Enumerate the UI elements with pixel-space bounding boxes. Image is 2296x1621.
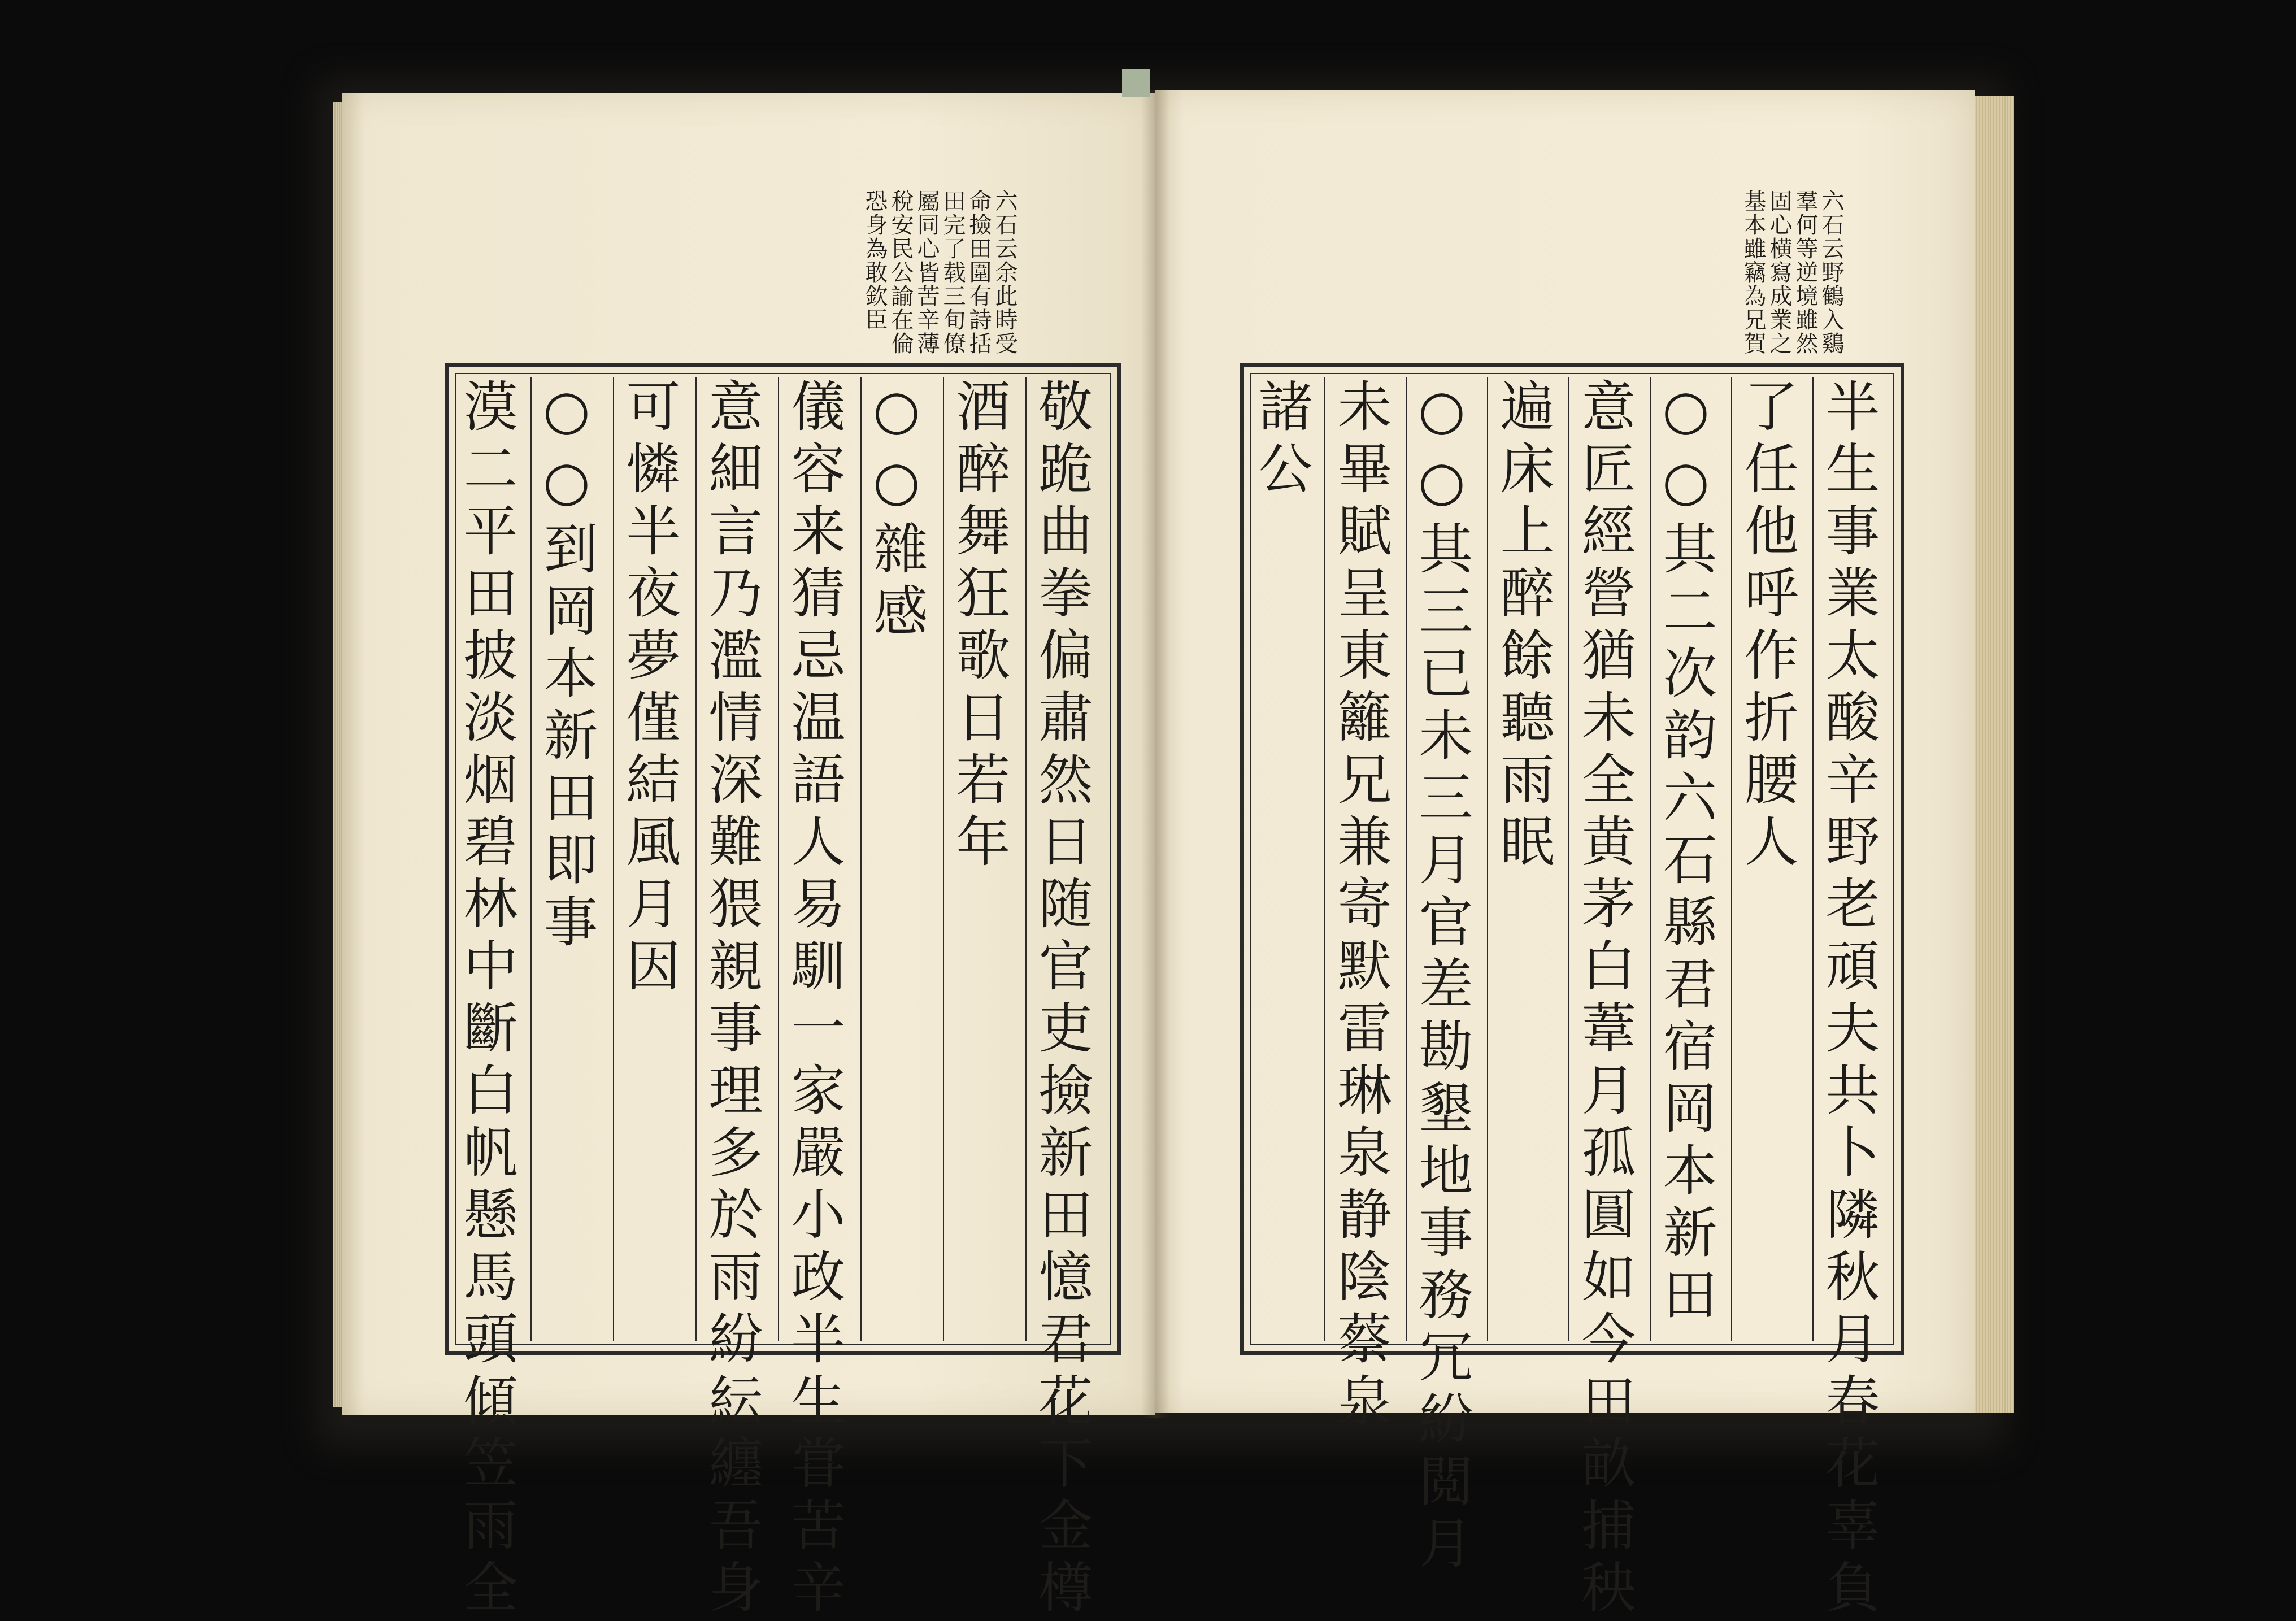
headnote-line: 六石云余此時受 — [992, 189, 1017, 355]
text-column: 酒醉舞狂歌日若年 — [947, 378, 1011, 875]
headnote-line: 屬同心皆苦辛薄 — [914, 189, 940, 355]
book-gutter — [1141, 90, 1169, 1418]
column-rule — [860, 377, 862, 1341]
text-column: ○○雜感 — [865, 378, 928, 645]
text-column: 儀容来猜忌温語人易馴一家嚴小政半生甞苦辛 — [782, 378, 846, 1621]
column-rule — [1324, 377, 1325, 1341]
right-page-edges — [1975, 96, 2014, 1413]
headnote-line: 六石云野鶴入鷄 — [1818, 189, 1844, 355]
text-column: 漠二平田披淡烟碧林中斷白帆懸馬頭傾笠雨全 — [455, 378, 518, 1621]
column-rule — [1025, 377, 1027, 1341]
text-column: ○○其二次韵六石縣君宿岡本新田 — [1654, 378, 1717, 1328]
headnote-line: 固心横寫成業之 — [1766, 189, 1792, 355]
headnote-line: 羣何等逆境雖然 — [1792, 189, 1818, 355]
text-column: 未畢賦呈東籬兄兼寄默雷琳泉静陰蔡泉 — [1329, 378, 1392, 1435]
text-column: 諸公 — [1250, 378, 1313, 502]
text-column: ○○其三已未三月官差勘墾地事務冗紛閲月 — [1410, 378, 1473, 1577]
right-headnote — [1740, 189, 1844, 359]
headnote-line: 稅安民公諭在倫 — [888, 189, 914, 355]
bookmark-ribbon — [1122, 69, 1150, 97]
text-column: 意匠經營猶未全黄茅白葦月孤圓如今田畝捕秧 — [1573, 378, 1636, 1621]
column-rule — [943, 377, 944, 1341]
text-column: 意細言乃濫情深難猥親事理多於雨紛紜纏吾身 — [700, 378, 763, 1621]
left-headnote — [862, 189, 1017, 359]
column-rule — [530, 377, 532, 1341]
column-rule — [1731, 377, 1732, 1341]
text-column: 遍床上醉餘聽雨眠 — [1491, 378, 1555, 875]
headnote-line: 恐身為敢欽臣 — [862, 189, 888, 332]
column-rule — [1406, 377, 1407, 1341]
column-rule — [1650, 377, 1651, 1341]
text-column: 可憐半夜夢僅結風月因 — [618, 378, 681, 999]
column-rule — [695, 377, 697, 1341]
headnote-line: 命撿田圍有詩括 — [966, 189, 992, 355]
text-column: 敬跪曲拳偏肅然日随官吏撿新田憶君花下金樽 — [1030, 378, 1093, 1621]
left-text-frame — [445, 363, 1121, 1621]
column-rule — [1812, 377, 1814, 1341]
headnote-line: 田完了载三旬僚 — [940, 189, 966, 355]
column-rule — [613, 377, 614, 1341]
headnote-line: 基本雖竊為兄賀 — [1740, 189, 1766, 355]
text-column: ○○到岡本新田即事 — [535, 378, 598, 955]
right-text-frame — [1240, 363, 1904, 1621]
column-rule — [778, 377, 779, 1341]
text-column: 半生事業太酸辛野老頑夫共卜隣秋月春花辜負 — [1817, 378, 1880, 1621]
text-column: 了任他呼作折腰人 — [1736, 378, 1799, 875]
column-rule — [1487, 377, 1488, 1341]
column-rule — [1568, 377, 1569, 1341]
